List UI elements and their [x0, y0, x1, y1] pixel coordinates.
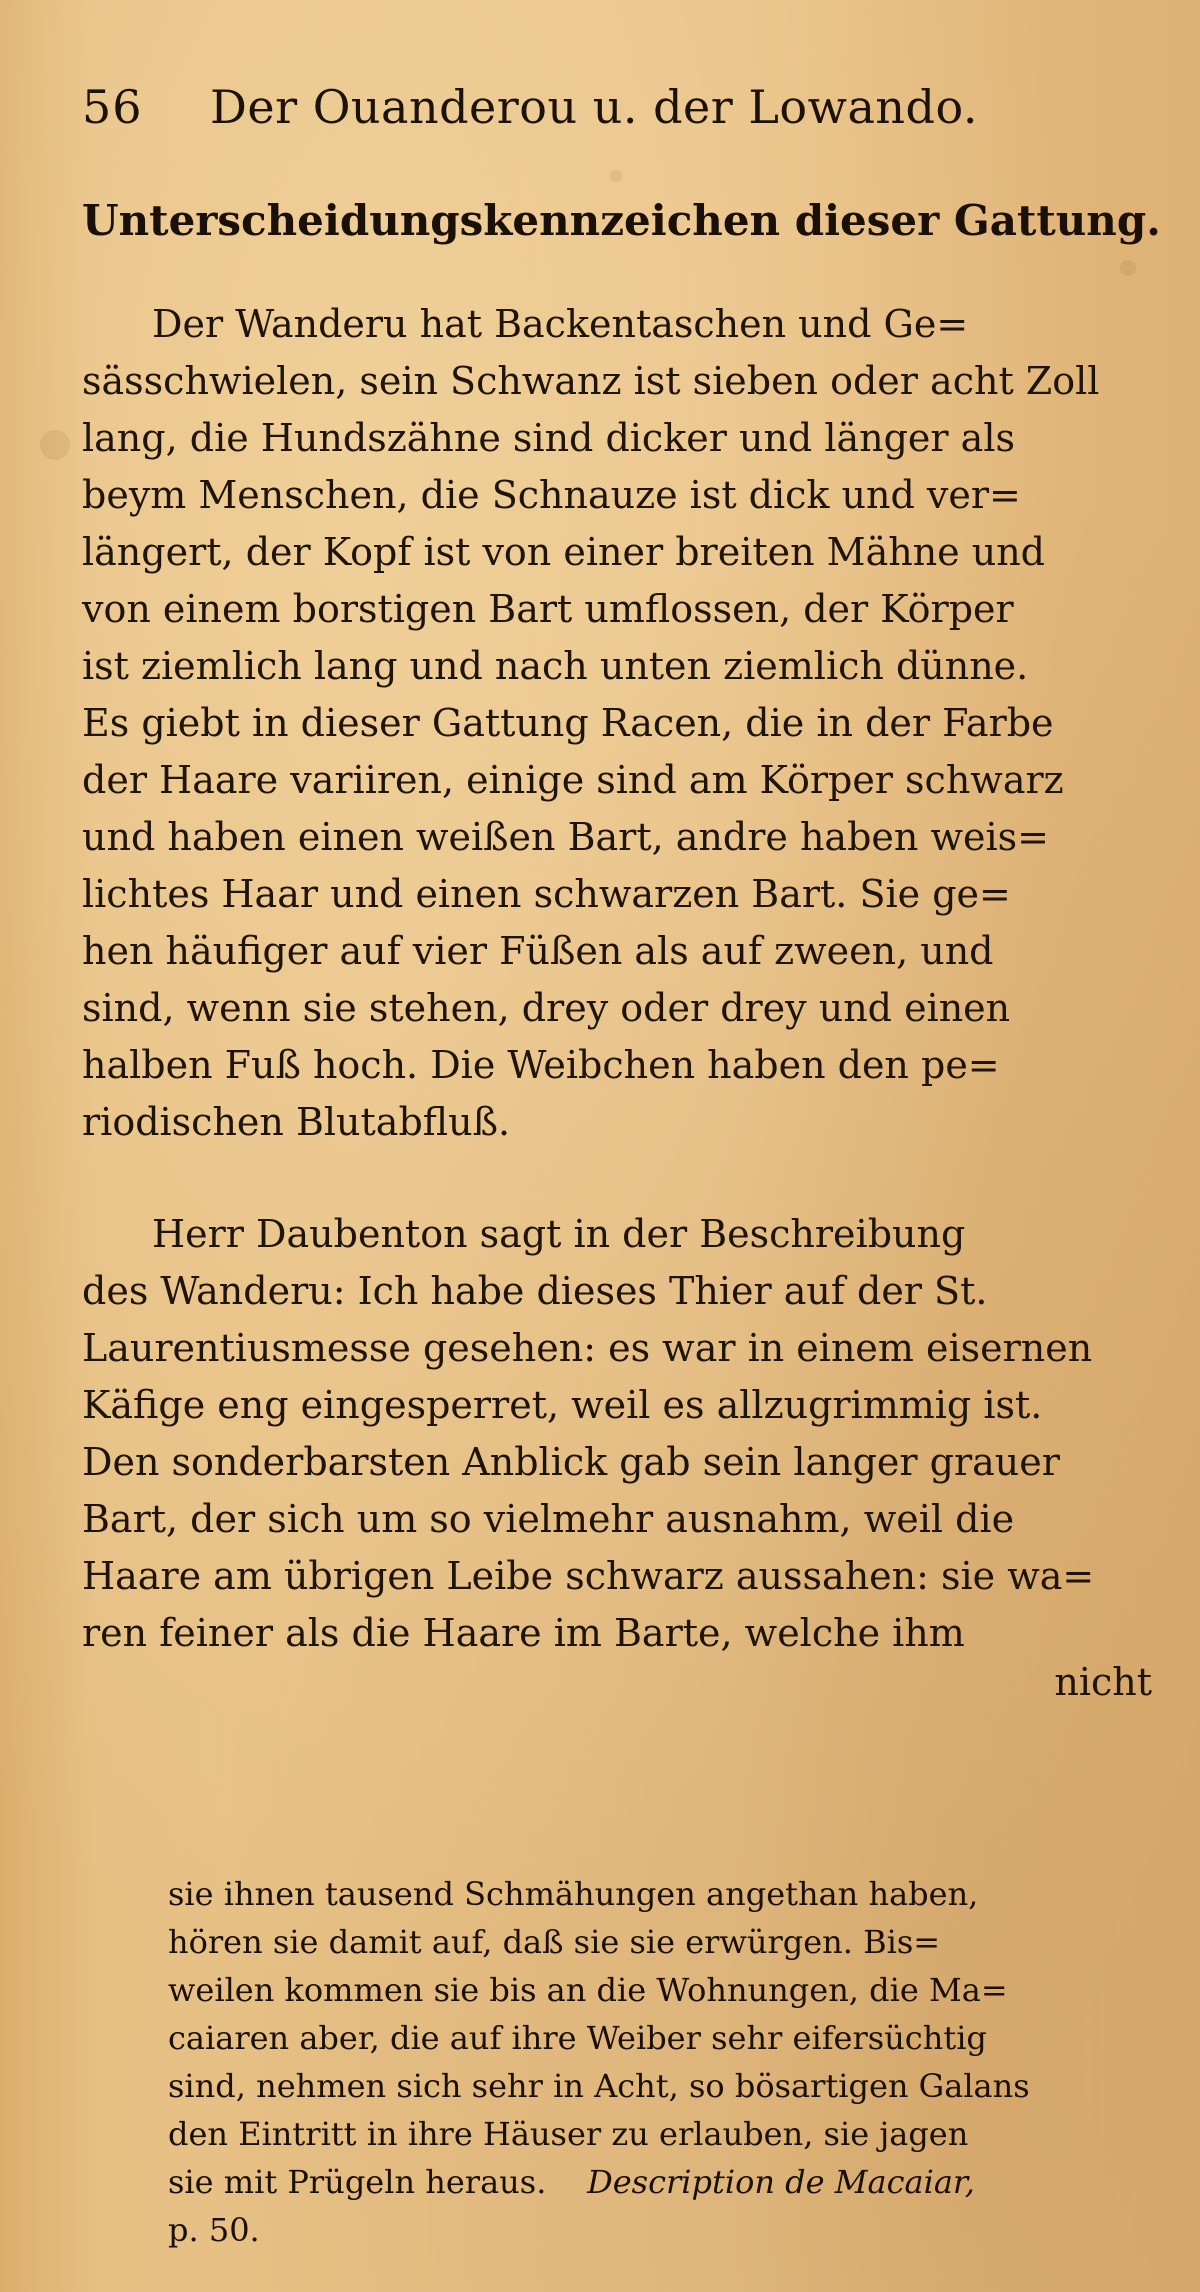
section-heading: Unterscheidungskennzeichen dieser Gattung.	[82, 196, 1161, 245]
text-line: Es giebt in dieser Gattung Racen, die in der Farbe	[82, 701, 1054, 745]
text-line: lang, die Hundszähne sind dicker und länger als	[82, 416, 1015, 460]
paper-stain	[1120, 260, 1136, 276]
footnote	[168, 1870, 1158, 2254]
text-line: sind, wenn sie stehen, drey oder drey und einen	[82, 986, 1011, 1030]
paper-stain	[610, 170, 622, 182]
paragraph-1	[82, 296, 1152, 1151]
page-header	[82, 72, 1132, 142]
text-line: ren feiner als die Haare im Barte, welche ihm	[82, 1611, 965, 1655]
footnote-line: hören sie damit auf, daß sie sie erwürgen. Bis=	[168, 1923, 941, 1961]
footnote-line-last	[168, 2158, 1158, 2206]
page-number: 56	[82, 80, 143, 134]
footnote-citation-page: p. 50.	[168, 2211, 260, 2249]
footnote-line: sind, nehmen sich sehr in Acht, so bösartigen Galans	[168, 2067, 1030, 2105]
text-line: Der Wanderu hat Backentaschen und Ge=	[152, 302, 969, 346]
text-line: riodischen Blutabfluß.	[82, 1100, 511, 1144]
footnote-line: sie ihnen tausend Schmähungen angethan haben,	[168, 1875, 979, 1913]
text-line: längert, der Kopf ist von einer breiten Mähne und	[82, 530, 1046, 574]
paper-stain	[40, 430, 70, 460]
text-line: lichtes Haar und einen schwarzen Bart. Sie ge=	[82, 872, 1011, 916]
footnote-line: caiaren aber, die auf ihre Weiber sehr eifersüchtig	[168, 2019, 987, 2057]
text-line: ist ziemlich lang und nach unten ziemlich dünne.	[82, 644, 1029, 688]
text-line: hen häufiger auf vier Füßen als auf zween, und	[82, 929, 994, 973]
text-line: sässchwielen, sein Schwanz ist sieben oder acht Zoll	[82, 359, 1100, 403]
text-line: beym Menschen, die Schnauze ist dick und ver=	[82, 473, 1021, 517]
footnote-line: weilen kommen sie bis an die Wohnungen, die Ma=	[168, 1971, 1008, 2009]
paragraph-2	[82, 1206, 1152, 1662]
text-line: Käfige eng eingesperret, weil es allzugrimmig ist.	[82, 1383, 1043, 1427]
running-head: Der Ouanderou u. der Lowando.	[210, 80, 978, 134]
footnote-text: sie mit Prügeln heraus.	[168, 2163, 547, 2201]
footnote-line: den Eintritt in ihre Häuser zu erlauben, sie jagen	[168, 2115, 969, 2153]
text-line: Den sonderbarsten Anblick gab sein langer grauer	[82, 1440, 1060, 1484]
text-line: Bart, der sich um so vielmehr ausnahm, weil die	[82, 1497, 1015, 1541]
text-line: der Haare variiren, einige sind am Körper schwarz	[82, 758, 1064, 802]
text-line: Haare am übrigen Leibe schwarz aussahen: sie wa=	[82, 1554, 1095, 1598]
text-line: Laurentiusmesse gesehen: es war in einem eisernen	[82, 1326, 1093, 1370]
text-line: halben Fuß hoch. Die Weibchen haben den pe=	[82, 1043, 1000, 1087]
footnote-citation: Description de Macaiar,	[587, 2163, 975, 2201]
text-line: von einem borstigen Bart umflossen, der Körper	[82, 587, 1014, 631]
catchword: nicht	[1054, 1660, 1152, 1704]
text-line: und haben einen weißen Bart, andre haben weis=	[82, 815, 1049, 859]
text-line: des Wanderu: Ich habe dieses Thier auf der St.	[82, 1269, 988, 1313]
text-line: Herr Daubenton sagt in der Beschreibung	[152, 1212, 966, 1256]
